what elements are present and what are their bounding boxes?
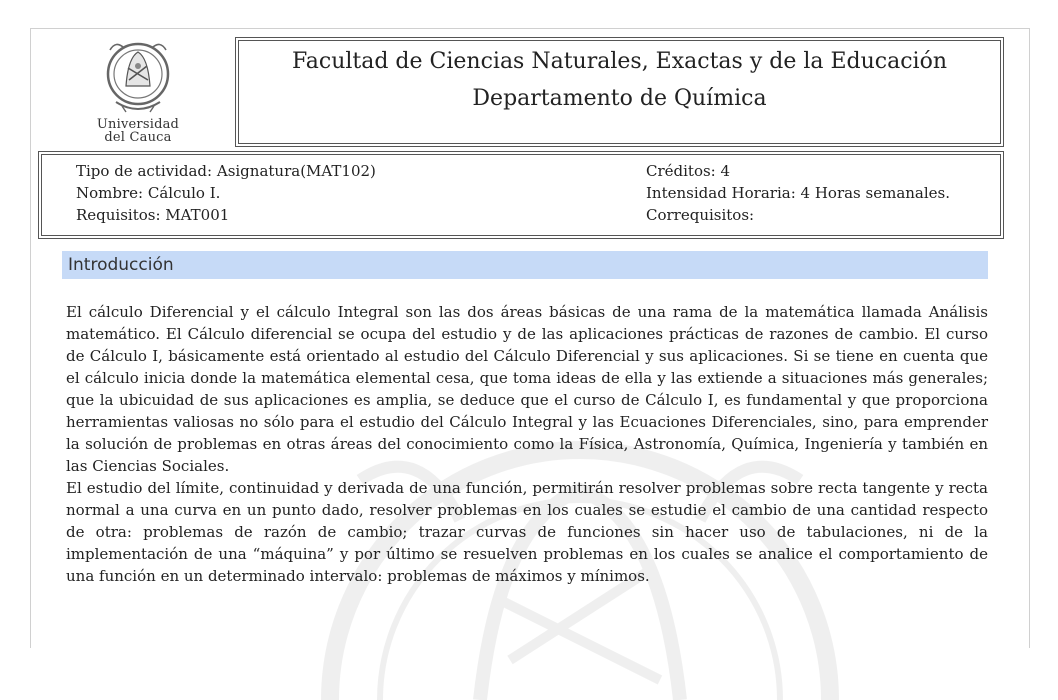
introduction-body (66, 301, 988, 587)
section-heading-introduccion: Introducción (62, 251, 988, 279)
course-info-box (38, 151, 1004, 239)
hours: Intensidad Horaria: 4 Horas semanales. (646, 184, 951, 202)
logo-line-1: Universidad (96, 117, 180, 132)
activity-type: Tipo de actividad: Asignatura(MAT102) (76, 162, 376, 180)
faculty-title: Facultad de Ciencias Naturales, Exactas y de la Educación (291, 49, 948, 74)
university-logo (88, 36, 188, 146)
header-inner (238, 40, 1001, 144)
university-seal-icon (102, 36, 174, 118)
department-title: Departamento de Química (472, 86, 767, 111)
logo-line-2: del Cauca (104, 130, 172, 145)
header-box (235, 37, 1004, 147)
paragraph-1: El cálculo Diferencial y el cálculo Integral son las dos áreas básicas de una rama de la matemática llamada Análisis matemático. El Cálculo diferencial se ocupa del estudio y de las aplicaciones prácticas de razones de cambio. El curso de Cálculo I, básicamente está orientado al estudio del Cálculo Diferencial y sus aplicaciones. Si se tiene en cuenta que el cálculo inicia donde la matemática elemental cesa, que toma ideas de ella y las extiende a situaciones más generales; que la ubicuidad de sus aplicaciones es amplia, se deduce que el curso de Cálculo I, es fundamental y que proporciona herramientas valiosas no sólo para el estudio del Cálculo Integral y las Ecuaciones Diferenciales, sino, para emprender la solución de problemas en otras áreas del conocimiento como la Física, Astronomía, Química, Ingeniería y también en las Ciencias Sociales. (66, 303, 988, 475)
course-info-left (76, 160, 376, 226)
course-info-inner (41, 154, 1001, 236)
requirements: Requisitos: MAT001 (76, 206, 230, 224)
course-name: Nombre: Cálculo I. (76, 184, 221, 202)
corequisites: Correquisitos: (646, 206, 755, 224)
course-info-right (646, 160, 950, 226)
credits: Créditos: 4 (646, 162, 731, 180)
paragraph-2: El estudio del límite, continuidad y derivada de una función, permitirán resolver problemas sobre recta tangente y recta normal a una curva en un punto dado, resolver problemas en los cuales se estudie el cambio de una cantidad respecto de otra: problemas de razón de cambio; trazar curvas de funciones sin hacer uso de tabulaciones, ni de la implementación de una “máquina” y por último se resuelven problemas en los cuales se analice el comportamiento de una función en un determinado intervalo: problemas de máximos y mínimos. (66, 479, 988, 585)
